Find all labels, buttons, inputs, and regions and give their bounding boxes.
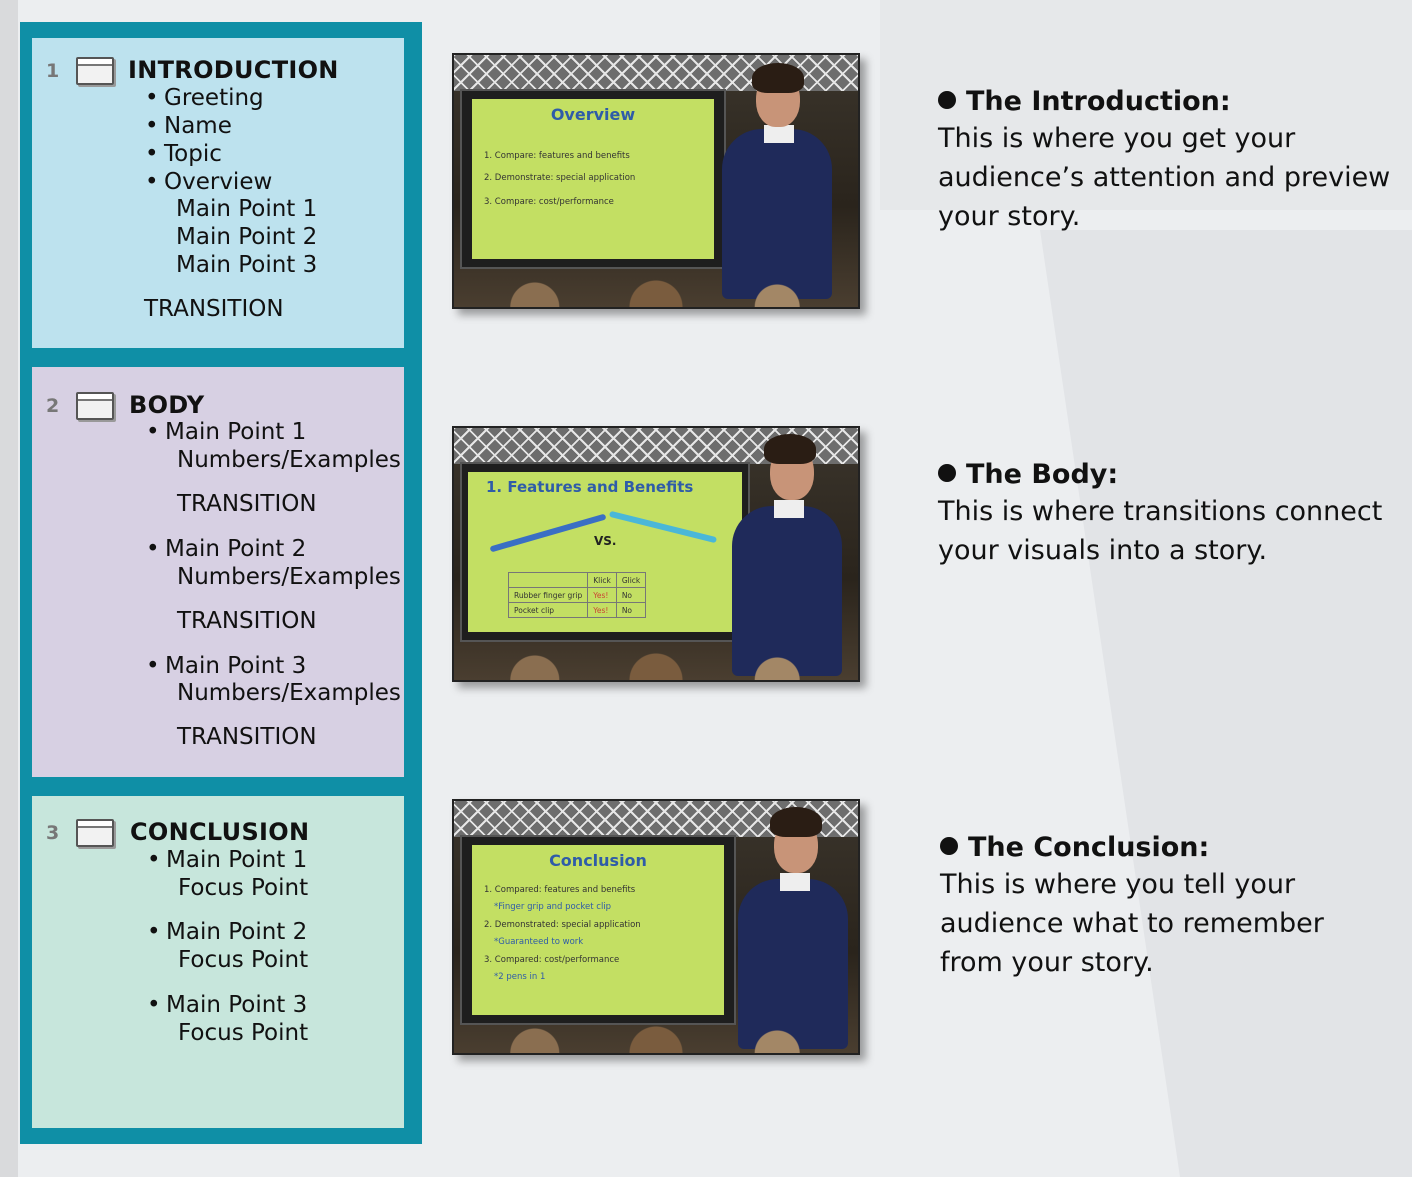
description-text: This is where you get your audience’s attention and preview your story. bbox=[938, 123, 1391, 232]
outline-line: • Greeting bbox=[164, 85, 264, 111]
body-photo bbox=[452, 426, 860, 682]
slide-icon bbox=[76, 392, 114, 420]
presenter bbox=[724, 61, 844, 281]
outline-line: • Main Point 1 bbox=[165, 419, 306, 445]
slide-title: Overview bbox=[550, 105, 636, 124]
description-heading: The Introduction: bbox=[938, 86, 1398, 117]
audience bbox=[454, 640, 858, 680]
outline-line: • Main Point 3 bbox=[165, 653, 306, 679]
slide-line: 2. Demonstrated: special application bbox=[484, 920, 641, 930]
conclusion-photo bbox=[452, 799, 860, 1055]
slide-line: 1. Compare: features and benefits bbox=[484, 151, 630, 161]
audience bbox=[454, 1013, 858, 1053]
slide-icon bbox=[76, 57, 114, 85]
description-text: This is where transitions connect your visuals into a story. bbox=[938, 496, 1383, 566]
outline-line: TRANSITION bbox=[177, 608, 317, 634]
slide bbox=[472, 99, 714, 259]
description-heading: The Body: bbox=[938, 459, 1398, 490]
outline-line: • Overview bbox=[164, 169, 272, 195]
section-title: CONCLUSION bbox=[130, 818, 310, 846]
presenter bbox=[736, 430, 856, 650]
slide-line: 3. Compare: cost/performance bbox=[484, 197, 614, 207]
pen-right bbox=[609, 511, 717, 543]
comparison-table: Klick Glick Rubber finger grip Yes! No Pocket clip Yes! No bbox=[508, 572, 646, 618]
outline-line: Focus Point bbox=[178, 1020, 309, 1046]
conclusion-panel bbox=[32, 796, 404, 1128]
bullet-icon bbox=[940, 837, 958, 855]
conclusion-description bbox=[940, 832, 1340, 982]
slide-line: 2. Demonstrate: special application bbox=[484, 173, 636, 183]
outline-line: Main Point 2 bbox=[176, 224, 318, 250]
presentation-screen bbox=[460, 89, 726, 269]
slide bbox=[468, 472, 742, 632]
introduction-description bbox=[938, 86, 1398, 236]
presentation-screen bbox=[460, 835, 736, 1025]
section-number: 1 bbox=[46, 60, 60, 82]
body-description bbox=[938, 459, 1398, 570]
outline-line: Focus Point bbox=[178, 875, 309, 901]
presenter bbox=[742, 803, 860, 1023]
body-panel bbox=[32, 367, 404, 777]
slide-title: 1. Features and Benefits bbox=[486, 478, 694, 496]
slide-icon bbox=[76, 819, 114, 847]
slide-line: *Guaranteed to work bbox=[494, 937, 584, 947]
intro-photo bbox=[452, 53, 860, 309]
bullet-icon bbox=[938, 91, 956, 109]
description-heading: The Conclusion: bbox=[940, 832, 1340, 863]
outline-line: TRANSITION bbox=[177, 724, 317, 750]
presentation-screen bbox=[460, 462, 750, 642]
outline-line: • Main Point 2 bbox=[165, 536, 306, 562]
audience bbox=[454, 267, 858, 307]
slide-title: Conclusion bbox=[549, 851, 647, 870]
section-title: INTRODUCTION bbox=[128, 56, 339, 84]
slide-line: 1. Compared: features and benefits bbox=[484, 885, 636, 895]
outline-line: • Main Point 1 bbox=[166, 847, 307, 873]
section-number: 3 bbox=[46, 822, 60, 844]
description-text: This is where you tell your audience what to remember from your story. bbox=[940, 869, 1324, 978]
outline-line: Main Point 3 bbox=[176, 252, 318, 278]
outline-line: Numbers/Examples bbox=[177, 680, 401, 706]
outline-line: • Topic bbox=[164, 141, 222, 167]
slide-line: *Finger grip and pocket clip bbox=[494, 902, 612, 912]
outline-line: TRANSITION bbox=[177, 491, 317, 517]
outline-line: Focus Point bbox=[178, 947, 309, 973]
section-number: 2 bbox=[46, 395, 60, 417]
outline-line: Main Point 1 bbox=[176, 196, 318, 222]
outline-line: Numbers/Examples bbox=[177, 564, 401, 590]
outline-line: • Main Point 3 bbox=[166, 992, 307, 1018]
slide-line: *2 pens in 1 bbox=[494, 972, 546, 982]
outline-line: TRANSITION bbox=[144, 296, 284, 322]
outline-line: Numbers/Examples bbox=[177, 447, 401, 473]
section-title: BODY bbox=[129, 391, 205, 419]
slide bbox=[472, 845, 724, 1015]
outline-line: • Name bbox=[164, 113, 232, 139]
introduction-panel bbox=[32, 38, 404, 348]
pen-left bbox=[489, 514, 606, 553]
versus-label: VS. bbox=[594, 534, 617, 548]
outline-line: • Main Point 2 bbox=[166, 919, 307, 945]
bullet-icon bbox=[938, 464, 956, 482]
slide-line: 3. Compared: cost/performance bbox=[484, 955, 620, 965]
